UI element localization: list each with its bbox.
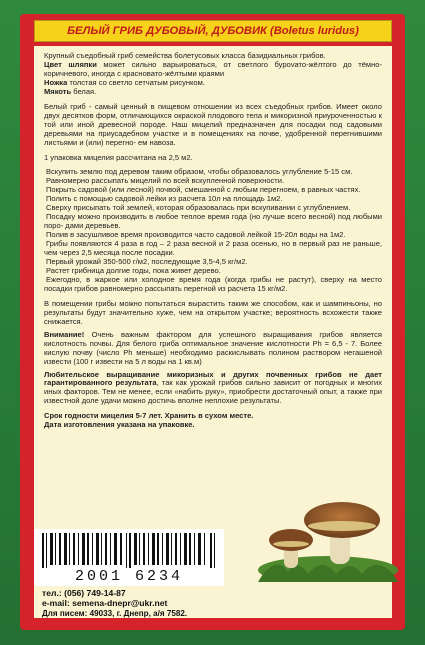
step-item: Грибы появляются 4 раза в год – 2 раза весной и 2 раза осенью, но в первый раз не раньше, чем через 2,5 месяца после посадки. [44,239,382,258]
title-banner [34,20,392,42]
warning-text: , так как урожай грибов сильно зависит от погодных и многих иных факторов. Тем не менее, если «набить руку», приобрести достаточный опыт, а также при известной доле удачи можно достичь вполне неплохие результаты. [44,378,382,406]
barcode-number: 2001 6234 [36,568,222,586]
stem-text: толстая со светло сетчатым рисунком. [67,77,205,87]
postal-address: Для писем: 49033, г. Днепр, а/я 7582. [42,608,188,618]
product-title: БЕЛЫЙ ГРИБ ДУБОВЫЙ, ДУБОВИК (Boletus luridus) [67,25,359,37]
attention-label: Внимание! [44,329,85,339]
step-item: Покрыть садовой (или лесной) почвой, смешанной с любым перегноем, в равных частях. [46,185,361,195]
step-item: Равномерно рассыпать мицелий по всей вскупленной поверхности. [46,176,285,186]
flesh-text: белая. [71,86,97,96]
shelf-life: Срок годности мицелия 5-7 лет. Хранить в сухом месте. [44,411,254,421]
phone: тел.: (056) 749-14-87 [42,588,126,598]
intro-paragraph [44,52,382,97]
intro-line: Крупный съедобный гриб семейства болетусовых класса базидиальных грибов. [44,51,326,60]
step-item: Полить с помощью садовой лейки из расчета 10л на площадь 1м2. [46,194,283,204]
step-item: Сверху присыпать той землей, которая образовалась при вскупивании с углублением. [46,203,351,213]
indoor-paragraph: В помещении грибы можно попытаться вырастить таким же способом, как и шампиньоны, но результаты будут значительно хуже, чем на открытом участке; вероятность всхожести также снижается. [44,298,382,326]
cap-label: Цвет шляпки [44,59,97,69]
step-item: Ежегодно, в жаркое или холодное время года (когда грибы не растут), сверху на место посадки грибов равномерно рассыпать перегной из расчета 15 кг/м2. [44,274,382,293]
step-item: Посадку можно производить в любое теплое время года (но лучше всего весной) под любыми поро- дами деревьев. [44,212,382,231]
attention-text: Очень важным фактором для успешного выращивания грибов является кислотность почвы. Для белого гриба оптимальное значение кислотности Рh = 6,5 - 7. Более кислую почву (число Рh меньше) необходимо раскислывать полином раствором негашеной извести (100 г извести на 5 л воды на 1 кв.м) [44,329,382,366]
planting-steps [44,168,382,293]
flesh-label: Мякоть [44,86,72,96]
stem-label: Ножка [44,77,68,87]
step-item: Первый урожай 350-500 г/м2, последующие 3,5-4,5 кг/м2. [46,257,248,267]
step-item: Полив в засушливое время производится часто садовой лейкой 15-20л воды на 1м2. [46,230,346,240]
warning-paragraph [44,371,382,407]
contacts-block [42,589,352,618]
production-date: Дата изготовления указана на упаковке. [44,420,195,430]
warning-bold: Любительское выращивание микоризных и других почвенных грибов не дает гарантированного результата [44,369,382,388]
package-note: 1 упаковка мицелия рассчитана на 2,5 м2. [44,152,193,162]
attention-paragraph [44,331,382,367]
description-paragraph: Белый гриб - самый ценный в пищевом отношении из всех съедобных грибов. Имеет около двух десятков форм, отличающихся окраской плодового тела и микоризной приуроченностью к той или иной древесной породе. Наш мицелий предназначен для посадки под садовыми деревьями на приусадебном участке и в помещениях на почве, удобренной перегнившими листьями и (или) перегно- ем навоза. [44,101,382,147]
step-item: Растет грибница долгие годы, пока живет дерево. [46,265,221,275]
email: e-mail: semena-dnepr@ukr.net [42,597,168,608]
step-item: Вскупить землю под деревом таким образом, чтобы образовалось углубление 5-15 см. [46,167,353,177]
mushroom-photo [258,486,398,582]
cap-text: может сильно варьироваться, от светлого бурovато-жёлтого до тёмно-коричневого, иногда с красновато-жёлтыми краями [44,59,382,78]
